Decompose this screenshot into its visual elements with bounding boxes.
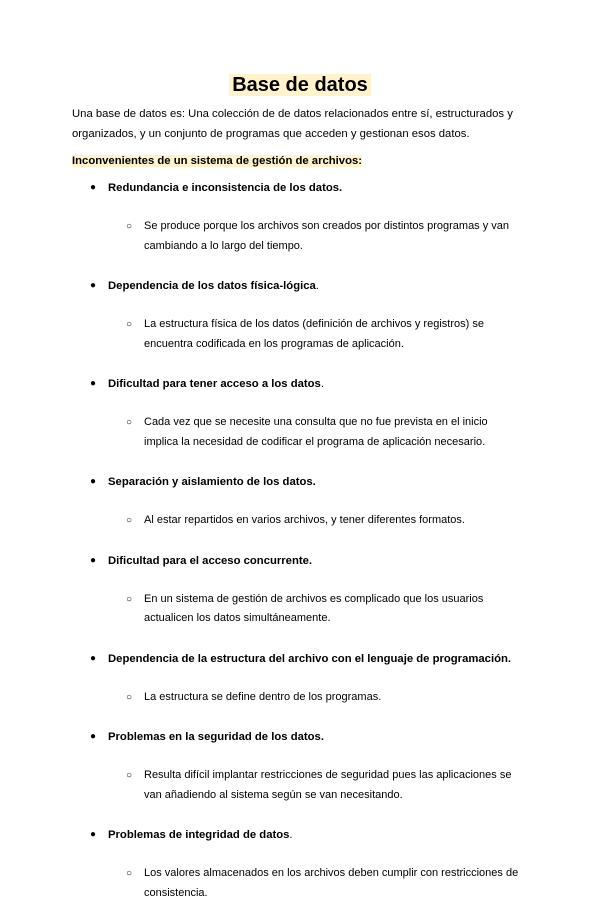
list-item bbox=[0, 374, 600, 452]
bullet-icon: ● bbox=[90, 280, 97, 291]
intro-paragraph: Una base de datos es: Una colección de de datos relacionados entre sí, estructurados y organizados, y un conjunto de programas que acceden y gestionan esos datos. bbox=[72, 108, 513, 140]
list-item bbox=[0, 551, 600, 629]
list-item-suffix: . bbox=[315, 280, 319, 292]
list-item-detail: Se produce porque los archivos son creados por distintos programas y van cambiando a lo largo del tiempo. bbox=[144, 220, 510, 252]
list-item-detail: Al estar repartidos en varios archivos, y tener diferentes formatos. bbox=[144, 514, 465, 526]
sub-bullet-icon: ○ bbox=[126, 417, 133, 428]
list-item-detail: Resulta difícil implantar restricciones de seguridad pues las aplicaciones se van añadiendo al sistema según se van necesitando. bbox=[144, 769, 512, 801]
bullet-icon: ● bbox=[90, 378, 97, 389]
list-item-detail: La estructura física de los datos (definición de archivos y registros) se encuentra codificada en los programas de aplicación. bbox=[144, 318, 484, 350]
list-item bbox=[0, 825, 600, 903]
bullet-icon: ● bbox=[90, 554, 97, 566]
list-item-detail: En un sistema de gestión de archivos es complicado que los usuarios actualicen los datos simultáneamente. bbox=[144, 592, 484, 624]
list-item-title: Redundancia e inconsistencia de los datos. bbox=[108, 182, 343, 194]
section-heading bbox=[72, 151, 362, 171]
list-item bbox=[0, 727, 600, 805]
list-item-title: Dificultad para el acceso concurrente. bbox=[108, 554, 313, 567]
page-title bbox=[0, 72, 600, 98]
list-item bbox=[0, 649, 600, 708]
list-item-title: Separación y aislamiento de los datos. bbox=[108, 476, 316, 488]
list-item-suffix: . bbox=[289, 829, 293, 841]
list-item bbox=[0, 276, 600, 354]
list-item bbox=[0, 178, 600, 256]
list-item-title: Dificultad para tener acceso a los datos bbox=[108, 378, 321, 390]
bullet-icon: ● bbox=[90, 829, 97, 840]
list-item-title: Problemas en la seguridad de los datos. bbox=[108, 731, 324, 743]
sub-bullet-icon: ○ bbox=[126, 319, 133, 330]
bullet-icon: ● bbox=[90, 476, 97, 487]
list-item-detail: Cada vez que se necesite una consulta que no fue prevista en el inicio implica la necesidad de codificar el programa de aplicación necesario. bbox=[144, 416, 488, 448]
list-item bbox=[0, 472, 600, 531]
list-item-detail: Los valores almacenados en los archivos deben cumplir con restricciones de consistencia. bbox=[144, 867, 519, 899]
sub-bullet-icon: ○ bbox=[126, 770, 133, 781]
inconvenientes-list bbox=[0, 178, 600, 923]
list-item-title: Dependencia de la estructura del archivo con el lenguaje de programación. bbox=[108, 652, 512, 665]
sub-bullet-icon: ○ bbox=[126, 593, 133, 605]
bullet-icon: ● bbox=[90, 652, 97, 664]
sub-bullet-icon: ○ bbox=[126, 691, 133, 703]
list-item-detail: La estructura se define dentro de los programas. bbox=[144, 690, 382, 703]
bullet-icon: ● bbox=[90, 182, 97, 193]
sub-bullet-icon: ○ bbox=[126, 221, 133, 232]
list-item-title: Problemas de integridad de datos bbox=[108, 829, 290, 841]
bullet-icon: ● bbox=[90, 731, 97, 742]
list-item-title: Dependencia de los datos física-lógica bbox=[108, 280, 316, 292]
sub-bullet-icon: ○ bbox=[126, 515, 133, 526]
section-heading-text: Inconvenientes de un sistema de gestión de archivos: bbox=[72, 155, 363, 167]
sub-bullet-icon: ○ bbox=[126, 868, 133, 879]
page-title-text: Base de datos bbox=[229, 74, 371, 96]
list-item-suffix: . bbox=[320, 378, 324, 390]
